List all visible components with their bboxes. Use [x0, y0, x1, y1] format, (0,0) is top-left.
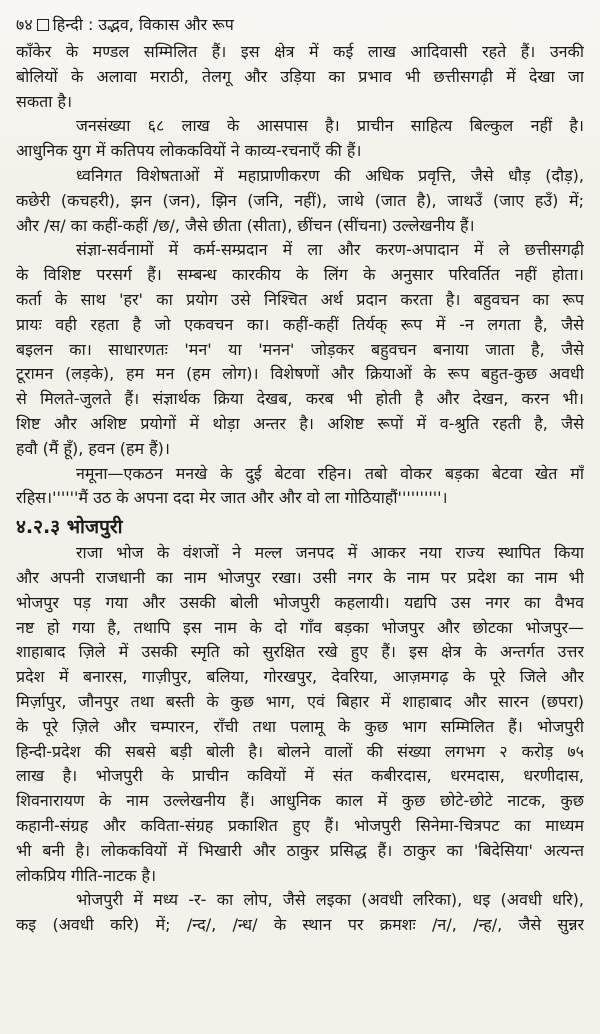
paragraph-6 — [16, 541, 584, 888]
text-line: के पूरे ज़िले और चम्पारन, राँची तथा पलामू के कुछ भाग सम्मिलित हैं। भोजपुरी — [16, 716, 584, 736]
text-line: कइ (अवधी करि) में; /न्द/, /न्ध/ के स्थान पर क्रमशः /न/, /न्ह/, जैसे सुन्नर — [16, 915, 584, 935]
text-line: कर्ता के साथ 'हर' का प्रयोग उसे निश्चित अर्थ प्रदान करता है। बहुवचन का रूप — [16, 289, 584, 309]
text-line: भोजपुर पड़ गया और उसकी बोली भोजपुरी कहलायी। यद्यपि उस नगर का वैभव — [16, 592, 584, 612]
text-line: आधुनिक युग में कतिपय लोककवियों ने काव्य-रचनाएँ की हैं। — [16, 141, 362, 161]
text-line: काँकेर के मण्डल सम्मिलित हैं। इस क्षेत्र में कई लाख आदिवासी रहते हैं। उनकी — [16, 42, 584, 61]
text-line: कहानी-संग्रह और कविता-संग्रह प्रकाशित हुए हैं। भोजपुरी सिनेमा-चित्रपट का माध्यम — [16, 815, 584, 835]
text-line: बोलियों के अलावा मराठी, तेलगू और उड़िया का प्रभाव भी छत्तीसगढ़ी में देखा जा — [16, 66, 584, 86]
text-line: के विशिष्ट परसर्ग हैं। सम्बन्ध कारकीय के लिंग के अनुसार परिवर्तित नहीं होता। — [16, 265, 584, 285]
text-line: कछेरी (कचहरी), झन (जन), झिन (जनि, नहीं), जाथे (जात है), जाथउँ (जाए हउँ) में; — [16, 190, 584, 210]
text-line: शिवनारायण के नाम उल्लेखनीय हैं। आधुनिक काल में कुछ छोटे-छोटे नाटक, कुछ — [16, 791, 584, 811]
text-line: रहिस।''''''मैं उठ के अपना ददा मेर जात और और वो ला गोठियाहौं''''''''''। — [16, 488, 448, 508]
text-line: नष्ट हो गया है, तथापि इस नाम के दो गाँव बड़का भोजपुर और छोटका भोजपुर— — [16, 617, 584, 637]
text-line: संज्ञा-सर्वनामों में कर्म-सम्प्रदान में ला और करण-अपादान में ले छत्तीसगढ़ी — [76, 240, 584, 260]
text-line: से मिलते-जुलते हैं। संज्ञार्थक क्रिया देखब, करब भी होती है और देखन, करन भी। — [16, 389, 584, 409]
text-line: शिष्ट और अशिष्ट प्रयोगों में थोड़ा अन्तर है। अशिष्ट रूपों में व-श्रुति रहती है, जैसे — [16, 413, 584, 433]
text-line: लाख है। भोजपुरी के प्राचीन कवियों में संत कबीरदास, धरमदास, धरणीदास, — [16, 766, 584, 786]
section-number: ४.२.३ — [16, 516, 61, 539]
text-line: टूरामन (लड़के), हम मन (हम लोग)। विशेषणों और क्रियाओं के रूप बहुत-कुछ अवधी — [16, 364, 584, 384]
section-heading — [16, 513, 584, 541]
text-line: प्रदेश में बनारस, गाज़ीपुर, बलिया, गोरखपुर, देवरिया, आज़मगढ़ के पूरे जिले और — [16, 667, 584, 687]
paragraph-1 — [16, 40, 584, 114]
text-line: हिन्दी-प्रदेश की सबसे बड़ी बोली है। बोलने वालों की संख्या लगभग २ करोड़ ७५ — [16, 741, 584, 761]
text-line: जनसंख्या ६८ लाख के आसपास है। प्राचीन साहित्य बिल्कुल नहीं है। — [76, 116, 584, 136]
text-line: प्रायः वही रहता है जो एकवचन का। कहीं-कहीं तिर्यक् रूप में -न लगता है, जैसे — [16, 314, 584, 334]
text-line: भोजपुरी में मध्य -र- का लोप, जैसे लइका (अवधी लरिका), धइ (अवधी धरि), — [76, 890, 584, 910]
paragraph-7 — [16, 888, 584, 938]
section-title: भोजपुरी — [66, 516, 123, 539]
text-line: शाहाबाद ज़िले में उसकी स्मृति को सुरक्षित रखे हुए हैं। इस क्षेत्र के अन्तर्गत उत्तर — [16, 642, 584, 662]
paragraph-5 — [16, 462, 584, 512]
text-line: राजा भोज के वंशजों ने मल्ल जनपद में आकर नया राज्य स्थापित किया — [76, 543, 584, 563]
paragraph-2 — [16, 114, 584, 164]
text-line: लोकप्रिय गीति-नाटक है। — [16, 865, 157, 885]
running-title: हिन्दी : उद्भव, विकास और रूप — [52, 15, 234, 34]
page-number: ७४ — [16, 15, 33, 34]
running-header — [16, 14, 584, 36]
paragraph-4 — [16, 238, 584, 461]
text-line: हवौ (मैं हूँ), हवन (हम हैं)। — [16, 438, 170, 458]
text-line: और अपनी राजधानी का नाम भोजपुर रखा। उसी नगर के नाम पर प्रदेश का नाम भी — [16, 567, 584, 587]
text-line: ध्वनिगत विशेषताओं में महाप्राणीकरण की अधिक प्रवृत्ति, जैसे धौड़ (दौड़), — [76, 165, 584, 185]
text-line: नमूना—एकठन मनखे के दुई बेटवा रहिन। तबो वोकर बड़का बेटवा खेत माँ — [76, 463, 584, 483]
paragraph-3 — [16, 164, 584, 238]
square-icon — [37, 19, 49, 31]
text-line: बइलन का। साधारणतः 'मन' या 'मनन' जोड़कर बहुवचन बनाया जाता है, जैसे — [16, 339, 584, 359]
text-line: भी बनी है। लोककवियों में भिखारी और ठाकुर प्रसिद्ध हैं। ठाकुर का 'बिदेसिया' अत्यन्त — [16, 840, 584, 860]
text-line: मिर्ज़ापुर, जौनपुर तथा बस्ती के कुछ भाग, एवं बिहार में शाहाबाद और सारन (छपरा) — [16, 691, 584, 711]
text-line: और /स/ का कहीं-कहीं /छ/, जैसे छीता (सीता), छींचन (सींचना) उल्लेखनीय हैं। — [16, 215, 475, 235]
text-line: सकता है। — [16, 91, 73, 111]
